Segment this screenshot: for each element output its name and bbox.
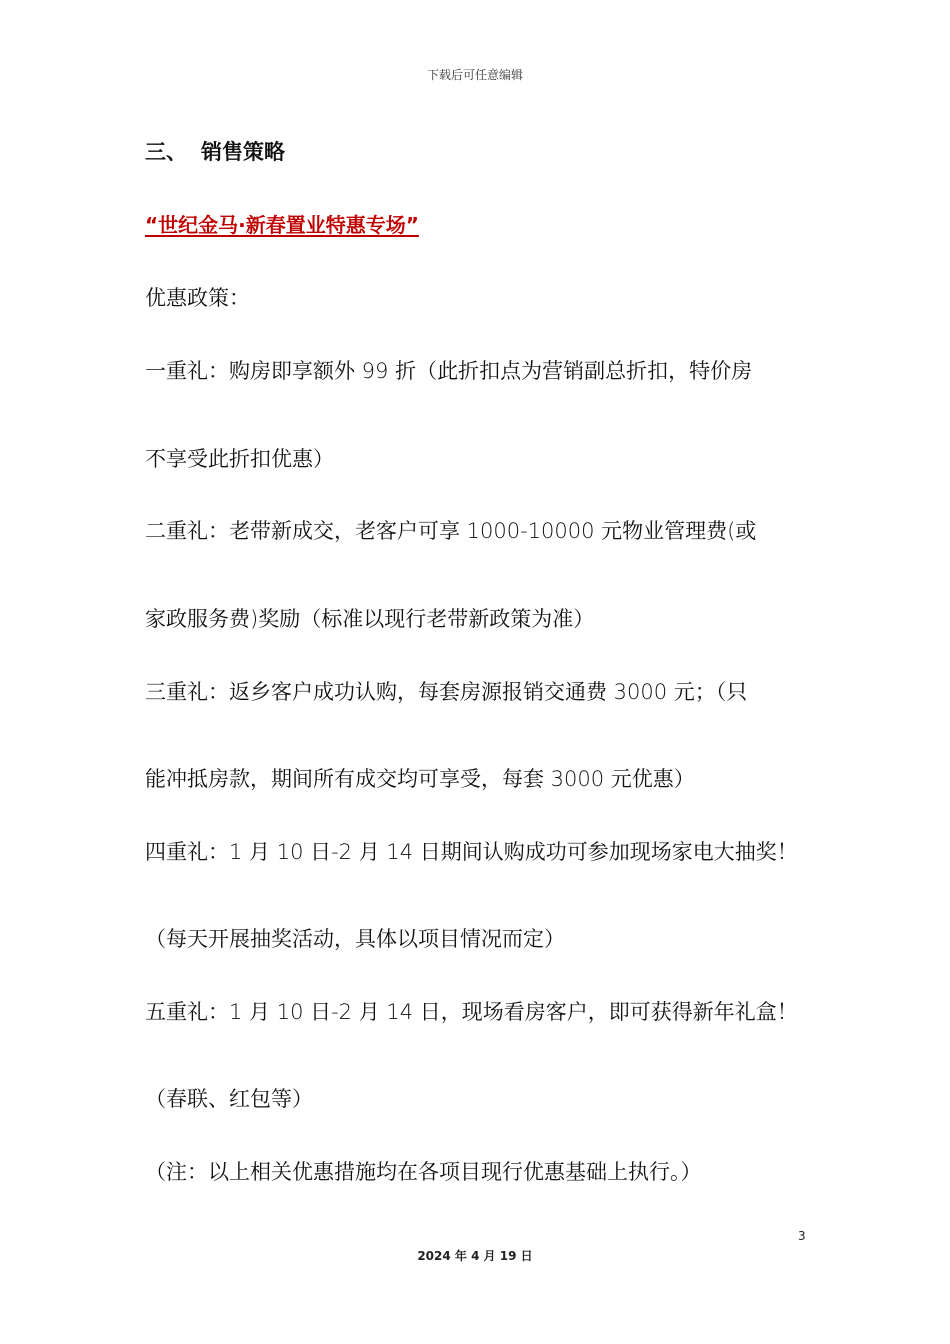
gift-3-line-2: 能冲抵房款，期间所有成交均可享受，每套 3000 元优惠） [145, 767, 695, 791]
gift-5-line-1: 五重礼：1 月 10 日-2 月 14 日，现场看房客户，即可获得新年礼盒！ [145, 1000, 798, 1024]
gift-1-line-1: 一重礼：购房即享额外 99 折（此折扣点为营销副总折扣，特价房 [145, 359, 753, 383]
gift-1-line-2: 不享受此折扣优惠） [145, 447, 334, 471]
gift-5-line-2: （春联、红包等） [145, 1087, 313, 1111]
policy-label: 优惠政策： [145, 286, 250, 310]
page-number: 3 [798, 1229, 806, 1243]
gift-2-line-1: 二重礼：老带新成交，老客户可享 1000-10000 元物业管理费(或 [145, 519, 757, 543]
campaign-title: “世纪金马·新春置业特惠专场” [145, 213, 419, 237]
section-number: 三、 [145, 140, 187, 164]
gift-4-line-2: （每天开展抽奖活动，具体以项目情况而定） [145, 927, 565, 951]
gift-3-line-1: 三重礼：返乡客户成功认购，每套房源报销交通费 3000 元；（只 [145, 680, 748, 704]
section-heading [145, 136, 285, 166]
gift-2-line-2: 家政服务费)奖励（标准以现行老带新政策为准） [145, 607, 595, 631]
section-title: 销售策略 [201, 140, 285, 164]
page-header: 下载后可任意编辑 [426, 68, 523, 82]
gift-4-line-1: 四重礼：1 月 10 日-2 月 14 日期间认购成功可参加现场家电大抽奖！ [145, 840, 798, 864]
note-line: （注：以上相关优惠措施均在各项目现行优惠基础上执行。） [145, 1160, 702, 1184]
page-date: 2024 年 4 月 19 日 [417, 1249, 533, 1263]
